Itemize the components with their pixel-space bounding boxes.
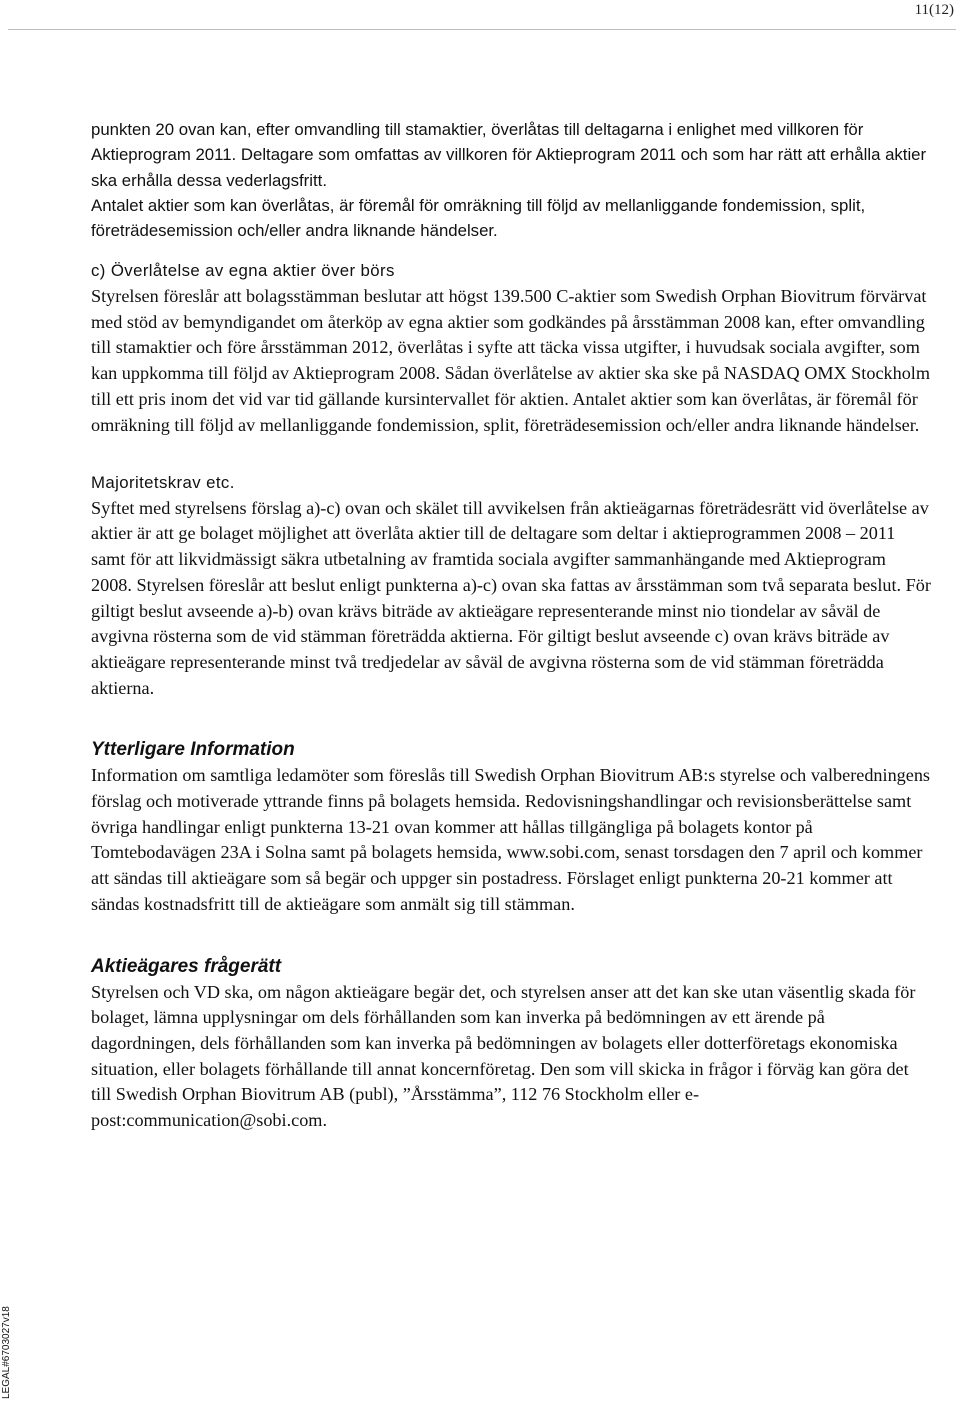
- side-code-text: LEGAL#6703027v18: [1, 1306, 12, 1399]
- subsection-label-majority: Majoritetskrav etc.: [91, 473, 235, 493]
- heading-further-information: Ytterligare Information: [91, 739, 295, 761]
- page-number: 11(12): [914, 2, 954, 18]
- paragraph-shareholder-questions: Styrelsen och VD ska, om någon aktieägare begär det, och styrelsen anser att det kan ske utan väsentlig skada för bolaget, lämna upplysningar om dels förhållanden som kan inverka på bedömningen av ett ärende på dagordningen, dels förhållanden som kan inverka på bedömningen av bolagets eller dotterföretags ekonomiska situation, eller bolagets förhållande till annat koncernföretag. Den som vill skicka in frågor i förväg kan göra det till Swedish Orphan Biovitrum AB (publ), ”Årsstämma”, 112 76 Stockholm eller e-post:communication@sobi.com.: [91, 981, 916, 1131]
- subsection-label-c: c) Överlåtelse av egna aktier över börs: [91, 261, 395, 281]
- paragraph-further-information: Information om samtliga ledamöter som föreslås till Swedish Orphan Biovitrum AB:s styrelse och valberedningens förslag och motiverade yttrande finns på bolagets hemsida. Redovisningshandlingar och revisionsberättelse samt övriga handlingar enligt punkterna 13-21 ovan kommer att hållas tillgängliga på bolagets kontor på Tomtebodavägen 23A i Solna samt på bolagets hemsida, www.sobi.com, senast torsdagen den 7 april och kommer att sändas till aktieägare som så begär och uppger sin postadress. Förslaget enligt punkterna 20-21 kommer att sändas kostnadsfritt till de aktieägare som anmält sig till stämman.: [91, 765, 931, 914]
- paragraph-c-transfer: Styrelsen föreslår att bolagsstämman beslutar att högst 139.500 C-aktier som Swedish Orphan Biovitrum förvärvat med stöd av bemyndigandet om återköp av egna aktier som godkändes på årsstämman 2008 kan, efter omvandling till stamaktier och före årsstämman 2012, överlåtas i syfte att täcka vissa utgifter, i huvudsak sociala avgifter, som kan uppkomma till följd av Aktieprogram 2008. Sådan överlåtelse av aktier ska ske på NASDAQ OMX Stockholm till ett pris inom det vid var tid gällande kursintervallet för aktien. Antalet aktier som kan överlåtas, är föremål för omräkning till följd av mellanliggande fondemission, split, företrädesemission och/eller andra liknande händelser.: [91, 285, 930, 435]
- header-rule: [8, 29, 956, 30]
- paragraph-continuation: punkten 20 ovan kan, efter omvandling till stamaktier, överlåtas till deltagarna i enlighet med villkoren för Aktieprogram 2011. Deltagare som omfattas av villkoren för Aktieprogram 2011 och som har rätt att erhålla aktier ska erhålla dessa vederlagsfritt.: [91, 120, 927, 190]
- document-side-code: [1, 1297, 12, 1399]
- document-body: [91, 117, 931, 1134]
- paragraph-adjustment: Antalet aktier som kan överlåtas, är föremål för omräkning till följd av mellanliggande fondemission, split, företrädesemission och/eller andra liknande händelser.: [91, 195, 866, 241]
- paragraph-majority: Syftet med styrelsens förslag a)-c) ovan och skälet till avvikelsen från aktieägarnas företrädesrätt vid överlåtelse av aktier är att ge bolaget möjlighet att överlåta aktier till de deltagare som deltar i aktieprogrammen 2008 – 2011 samt för att likvidmässigt säkra utbetalning av framtida sociala avgifter sammanhängande med Aktieprogram 2008. Styrelsen föreslår att beslut enligt punkterna a)-c) ovan ska fattas av årsstämman som två separata beslut. För giltigt beslut avseende a)-b) ovan krävs biträde av aktieägare representerande minst nio tiondelar av såväl de avgivna rösterna som de vid stämman företrädda aktierna. För giltigt beslut avseende c) ovan krävs biträde av aktieägare representerande minst två tredjedelar av såväl de avgivna rösterna som de vid stämman företrädda aktierna.: [91, 497, 931, 698]
- heading-shareholder-questions: Aktieägares frågerätt: [91, 955, 282, 977]
